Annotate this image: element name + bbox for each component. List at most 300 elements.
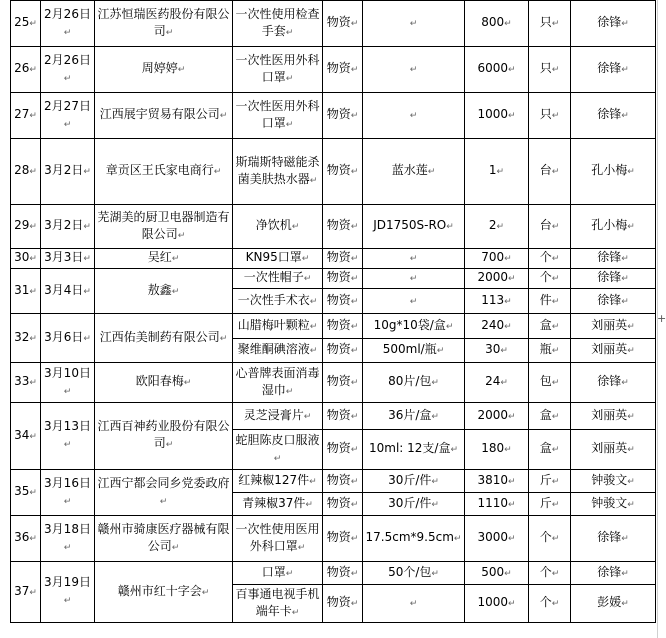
unit-cell[interactable] bbox=[529, 430, 571, 470]
handler-cell-text: 刘丽英 bbox=[591, 342, 628, 356]
spec-cell-text: 10ml: 12支/盒 bbox=[368, 441, 451, 455]
donor-cell-text: 赣州市骑康医疗器械有限公司 bbox=[97, 521, 230, 553]
donor-cell[interactable] bbox=[95, 139, 233, 205]
quantity-cell-text: 700 bbox=[481, 250, 505, 264]
donor-cell-text: 欧阳春梅 bbox=[135, 374, 184, 388]
paragraph-mark-icon: ↵ bbox=[350, 346, 359, 356]
handler-cell[interactable] bbox=[571, 403, 656, 430]
quantity-cell[interactable] bbox=[465, 403, 529, 430]
paragraph-mark-icon: ↵ bbox=[297, 542, 306, 553]
item-type-cell[interactable] bbox=[323, 585, 363, 623]
paragraph-mark-icon: ↵ bbox=[171, 542, 180, 553]
item-name-cell[interactable] bbox=[233, 430, 323, 470]
spec-cell[interactable] bbox=[363, 314, 465, 339]
table-row bbox=[11, 314, 656, 339]
spec-cell[interactable] bbox=[363, 403, 465, 430]
handler-cell[interactable] bbox=[571, 269, 656, 289]
unit-cell[interactable] bbox=[529, 249, 571, 269]
date-cell[interactable] bbox=[41, 363, 95, 403]
item-name-cell-text: 山腊梅叶颗粒 bbox=[237, 317, 310, 332]
paragraph-mark-icon: ↵ bbox=[177, 230, 186, 241]
paragraph-mark-icon: ↵ bbox=[627, 167, 635, 177]
item-type-cell-text: 物资 bbox=[326, 317, 351, 332]
paragraph-mark-icon: ↵ bbox=[291, 222, 300, 232]
paragraph-mark-icon: ↵ bbox=[350, 111, 359, 121]
item-name-cell-text: 百事通电视手机端年卡 bbox=[235, 586, 320, 618]
quantity-cell-text: 2 bbox=[488, 218, 497, 232]
unit-cell-text: 台 bbox=[539, 218, 552, 232]
paragraph-mark-icon: ↵ bbox=[171, 286, 180, 297]
paragraph-mark-icon: ↵ bbox=[291, 607, 300, 618]
unit-cell[interactable] bbox=[529, 403, 571, 430]
handler-cell[interactable] bbox=[571, 493, 656, 516]
spec-cell[interactable] bbox=[363, 493, 465, 516]
item-name-cell-text: 红辣椒127件 bbox=[238, 472, 310, 487]
unit-cell[interactable] bbox=[529, 585, 571, 623]
quantity-cell[interactable] bbox=[465, 1, 529, 47]
spec-cell-text: 蓝水莲 bbox=[391, 163, 428, 177]
row-number-cell[interactable] bbox=[11, 93, 41, 139]
handler-cell[interactable] bbox=[571, 289, 656, 314]
item-name-cell[interactable] bbox=[233, 403, 323, 430]
donor-cell[interactable] bbox=[95, 205, 233, 249]
paragraph-mark-icon: ↵ bbox=[551, 111, 560, 121]
paragraph-mark-icon: ↵ bbox=[29, 488, 37, 498]
spec-cell[interactable] bbox=[363, 1, 465, 47]
paragraph-mark-icon: ↵ bbox=[621, 111, 629, 121]
paragraph-mark-icon: ↵ bbox=[508, 274, 516, 284]
unit-cell-text: 斤 bbox=[539, 495, 552, 510]
paragraph-mark-icon: ↵ bbox=[621, 378, 629, 388]
item-type-cell[interactable] bbox=[323, 205, 363, 249]
paragraph-mark-icon: ↵ bbox=[350, 599, 359, 609]
paragraph-mark-icon: ↵ bbox=[350, 65, 359, 75]
item-name-cell-text: 一次性帽子 bbox=[243, 270, 304, 284]
quantity-cell[interactable] bbox=[465, 269, 529, 289]
quantity-cell-text: 6000 bbox=[477, 61, 508, 75]
handler-cell[interactable] bbox=[571, 314, 656, 339]
row-number-cell-text: 33 bbox=[14, 374, 30, 388]
date-cell[interactable] bbox=[41, 403, 95, 470]
paragraph-mark-icon: ↵ bbox=[83, 333, 91, 344]
paragraph-mark-icon: ↵ bbox=[551, 274, 560, 284]
handler-cell[interactable] bbox=[571, 139, 656, 205]
paragraph-mark-icon: ↵ bbox=[219, 333, 228, 344]
unit-cell[interactable] bbox=[529, 1, 571, 47]
date-cell[interactable] bbox=[41, 249, 95, 269]
paragraph-mark-icon: ↵ bbox=[171, 254, 180, 264]
item-name-cell[interactable] bbox=[233, 585, 323, 623]
donor-cell[interactable] bbox=[95, 93, 233, 139]
paragraph-mark-icon: ↵ bbox=[29, 431, 37, 442]
unit-cell[interactable] bbox=[529, 493, 571, 516]
spec-cell[interactable] bbox=[363, 139, 465, 205]
row-number-cell-text: 34 bbox=[14, 427, 30, 442]
item-name-cell-text: 一次性手术衣 bbox=[237, 292, 310, 307]
unit-cell[interactable] bbox=[529, 93, 571, 139]
quantity-cell[interactable] bbox=[465, 516, 529, 562]
spec-cell[interactable] bbox=[363, 269, 465, 289]
item-type-cell[interactable] bbox=[323, 470, 363, 493]
quantity-cell[interactable] bbox=[465, 470, 529, 493]
paragraph-mark-icon: ↵ bbox=[551, 499, 560, 510]
spec-cell[interactable] bbox=[363, 289, 465, 314]
date-cell[interactable] bbox=[41, 1, 95, 47]
paragraph-mark-icon: ↵ bbox=[409, 599, 418, 609]
item-type-cell-text: 物资 bbox=[326, 292, 351, 307]
paragraph-mark-icon: ↵ bbox=[621, 568, 629, 579]
paragraph-mark-icon: ↵ bbox=[63, 73, 72, 84]
paragraph-mark-icon: ↵ bbox=[627, 346, 635, 356]
quantity-cell[interactable] bbox=[465, 314, 529, 339]
paragraph-mark-icon: ↵ bbox=[504, 321, 512, 332]
item-type-cell[interactable] bbox=[323, 249, 363, 269]
unit-cell[interactable] bbox=[529, 516, 571, 562]
unit-cell[interactable] bbox=[529, 269, 571, 289]
paragraph-mark-icon: ↵ bbox=[409, 254, 418, 264]
quantity-cell-text: 1110 bbox=[477, 495, 508, 510]
handler-cell-text: 徐锋 bbox=[597, 61, 622, 75]
paragraph-mark-icon: ↵ bbox=[551, 296, 560, 307]
row-number-cell[interactable] bbox=[11, 47, 41, 93]
date-cell-text: 3月2日 bbox=[44, 163, 84, 177]
donor-cell[interactable] bbox=[95, 1, 233, 47]
date-cell-text: 3月2日 bbox=[44, 218, 84, 232]
item-type-cell-text: 物资 bbox=[326, 407, 351, 422]
row-number-cell[interactable] bbox=[11, 139, 41, 205]
paragraph-mark-icon: ↵ bbox=[508, 499, 516, 510]
unit-cell-text: 只 bbox=[539, 61, 552, 75]
spec-cell-text: 30斤/件 bbox=[388, 472, 432, 487]
handler-cell[interactable] bbox=[571, 562, 656, 585]
paragraph-mark-icon: ↵ bbox=[551, 321, 560, 332]
donor-cell[interactable] bbox=[95, 516, 233, 562]
handler-cell[interactable] bbox=[571, 470, 656, 493]
paragraph-mark-icon: ↵ bbox=[285, 73, 294, 84]
date-cell-text: 3月3日 bbox=[44, 250, 84, 264]
paragraph-mark-icon: ↵ bbox=[551, 346, 560, 356]
paragraph-mark-icon: ↵ bbox=[627, 321, 635, 332]
spec-cell[interactable] bbox=[363, 470, 465, 493]
paragraph-mark-icon: ↵ bbox=[350, 19, 359, 29]
paragraph-mark-icon: ↵ bbox=[627, 411, 635, 422]
donor-cell[interactable] bbox=[95, 47, 233, 93]
item-name-cell-text: 青辣椒37件 bbox=[242, 495, 306, 510]
paragraph-mark-icon: ↵ bbox=[431, 378, 439, 388]
quantity-cell[interactable] bbox=[465, 493, 529, 516]
item-name-cell[interactable] bbox=[233, 493, 323, 516]
donor-cell[interactable] bbox=[95, 470, 233, 516]
paragraph-mark-icon: ↵ bbox=[301, 254, 310, 264]
quantity-cell[interactable] bbox=[465, 585, 529, 623]
item-type-cell[interactable] bbox=[323, 516, 363, 562]
quantity-cell[interactable] bbox=[465, 249, 529, 269]
paragraph-mark-icon: ↵ bbox=[627, 499, 635, 510]
item-name-cell[interactable] bbox=[233, 1, 323, 47]
item-type-cell-text: 物资 bbox=[326, 374, 351, 388]
paragraph-mark-icon: ↵ bbox=[621, 254, 629, 264]
paragraph-mark-icon: ↵ bbox=[431, 476, 439, 487]
item-type-cell-text: 物资 bbox=[326, 530, 351, 544]
paragraph-mark-icon: ↵ bbox=[201, 587, 210, 598]
quantity-cell[interactable] bbox=[465, 363, 529, 403]
paragraph-mark-icon: ↵ bbox=[63, 496, 72, 507]
paragraph-mark-icon: ↵ bbox=[159, 496, 168, 507]
paragraph-mark-icon: ↵ bbox=[29, 587, 37, 598]
paragraph-mark-icon: ↵ bbox=[303, 411, 312, 422]
row-number-cell[interactable] bbox=[11, 249, 41, 269]
handler-cell[interactable] bbox=[571, 516, 656, 562]
item-type-cell-text: 物资 bbox=[326, 595, 351, 609]
row-number-cell[interactable] bbox=[11, 363, 41, 403]
unit-cell[interactable] bbox=[529, 139, 571, 205]
paragraph-mark-icon: ↵ bbox=[165, 440, 174, 450]
item-name-cell[interactable] bbox=[233, 470, 323, 493]
table-row bbox=[11, 249, 656, 269]
item-type-cell[interactable] bbox=[323, 269, 363, 289]
date-cell-text: 3月19日 bbox=[44, 575, 91, 589]
unit-cell[interactable] bbox=[529, 314, 571, 339]
quantity-cell[interactable] bbox=[465, 47, 529, 93]
paragraph-mark-icon: ↵ bbox=[309, 321, 318, 332]
item-type-cell-text: 物资 bbox=[326, 441, 351, 455]
item-name-cell[interactable] bbox=[233, 314, 323, 339]
donor-cell[interactable] bbox=[95, 363, 233, 403]
handler-cell-text: 钟骏文 bbox=[591, 472, 628, 487]
item-type-cell[interactable] bbox=[323, 289, 363, 314]
date-cell[interactable] bbox=[41, 314, 95, 363]
paragraph-mark-icon: ↵ bbox=[63, 119, 72, 130]
item-type-cell[interactable] bbox=[323, 403, 363, 430]
unit-cell-text: 盒 bbox=[539, 317, 552, 332]
paragraph-mark-icon: ↵ bbox=[551, 534, 560, 544]
unit-cell[interactable] bbox=[529, 363, 571, 403]
spec-cell[interactable] bbox=[363, 249, 465, 269]
quantity-cell-text: 30 bbox=[485, 342, 501, 356]
quantity-cell-text: 800 bbox=[481, 15, 505, 29]
unit-cell[interactable] bbox=[529, 289, 571, 314]
date-cell[interactable] bbox=[41, 47, 95, 93]
paragraph-mark-icon: ↵ bbox=[309, 175, 318, 186]
row-number-cell[interactable] bbox=[11, 269, 41, 314]
item-name-cell-text: 蛇胆陈皮口服液 bbox=[235, 432, 320, 447]
paragraph-mark-icon: ↵ bbox=[83, 167, 91, 177]
date-cell-text: 2月26日 bbox=[44, 6, 91, 21]
donor-cell-text: 江西展宇贸易有限公司 bbox=[99, 107, 220, 121]
item-name-cell[interactable] bbox=[233, 339, 323, 363]
date-cell[interactable] bbox=[41, 205, 95, 249]
paragraph-mark-icon: ↵ bbox=[551, 568, 560, 579]
paragraph-mark-icon: ↵ bbox=[551, 445, 560, 455]
spec-cell[interactable] bbox=[363, 93, 465, 139]
handler-cell[interactable] bbox=[571, 93, 656, 139]
paragraph-mark-icon: ↵ bbox=[409, 296, 418, 307]
table-row bbox=[11, 93, 656, 139]
date-cell-text: 3月10日 bbox=[44, 365, 91, 380]
item-type-cell[interactable] bbox=[323, 493, 363, 516]
quantity-cell[interactable] bbox=[465, 289, 529, 314]
row-number-cell-text: 26 bbox=[14, 61, 30, 75]
paragraph-mark-icon: ↵ bbox=[621, 65, 629, 75]
date-cell[interactable] bbox=[41, 516, 95, 562]
paragraph-mark-icon: ↵ bbox=[350, 254, 359, 264]
paragraph-mark-icon: ↵ bbox=[551, 19, 560, 29]
row-number-cell[interactable] bbox=[11, 403, 41, 470]
paragraph-mark-icon: ↵ bbox=[431, 499, 439, 510]
handler-cell[interactable] bbox=[571, 47, 656, 93]
handler-cell[interactable] bbox=[571, 249, 656, 269]
quantity-cell[interactable] bbox=[465, 205, 529, 249]
item-name-cell[interactable] bbox=[233, 205, 323, 249]
item-name-cell[interactable] bbox=[233, 93, 323, 139]
date-cell[interactable] bbox=[41, 139, 95, 205]
handler-cell-text: 孔小梅 bbox=[591, 218, 628, 232]
row-number-cell[interactable] bbox=[11, 516, 41, 562]
item-type-cell-text: 物资 bbox=[326, 218, 351, 232]
paragraph-mark-icon: ↵ bbox=[350, 222, 359, 232]
paragraph-mark-icon: ↵ bbox=[63, 386, 72, 397]
item-type-cell[interactable] bbox=[323, 562, 363, 585]
table-row bbox=[11, 1, 656, 47]
donor-cell[interactable] bbox=[95, 249, 233, 269]
spec-cell[interactable] bbox=[363, 516, 465, 562]
unit-cell[interactable] bbox=[529, 205, 571, 249]
handler-cell[interactable] bbox=[571, 205, 656, 249]
date-cell[interactable] bbox=[41, 269, 95, 314]
paragraph-mark-icon: ↵ bbox=[409, 19, 418, 29]
item-name-cell-text: 斯瑞斯特磁能杀菌美肤热水器 bbox=[235, 154, 320, 186]
paragraph-mark-icon: ↵ bbox=[350, 445, 359, 455]
paragraph-mark-icon: ↵ bbox=[29, 534, 37, 544]
paragraph-mark-icon: ↵ bbox=[350, 411, 359, 422]
unit-cell[interactable] bbox=[529, 470, 571, 493]
quantity-cell-text: 1 bbox=[488, 163, 497, 177]
quantity-cell[interactable] bbox=[465, 93, 529, 139]
quantity-cell[interactable] bbox=[465, 339, 529, 363]
date-cell[interactable] bbox=[41, 562, 95, 623]
item-type-cell[interactable] bbox=[323, 139, 363, 205]
handler-cell[interactable] bbox=[571, 585, 656, 623]
date-cell-text: 2月27日 bbox=[44, 98, 91, 113]
date-cell[interactable] bbox=[41, 93, 95, 139]
spec-cell[interactable] bbox=[363, 430, 465, 470]
item-type-cell[interactable] bbox=[323, 1, 363, 47]
item-type-cell[interactable] bbox=[323, 339, 363, 363]
row-number-cell-text: 32 bbox=[14, 329, 30, 344]
paragraph-mark-icon: ↵ bbox=[213, 167, 222, 177]
paragraph-mark-icon: ↵ bbox=[431, 568, 439, 579]
donor-cell-text: 吴红 bbox=[147, 250, 172, 264]
row-number-cell-text: 35 bbox=[14, 484, 30, 498]
handler-cell-text: 钟骏文 bbox=[591, 495, 628, 510]
item-name-cell-text: 一次性使用检查手套 bbox=[235, 6, 320, 38]
item-type-cell[interactable] bbox=[323, 93, 363, 139]
item-name-cell-text: 心普牌表面消毒湿巾 bbox=[235, 365, 320, 397]
item-name-cell[interactable] bbox=[233, 249, 323, 269]
paragraph-mark-icon: ↵ bbox=[508, 411, 516, 422]
item-type-cell[interactable] bbox=[323, 363, 363, 403]
handler-cell[interactable] bbox=[571, 1, 656, 47]
quantity-cell[interactable] bbox=[465, 430, 529, 470]
unit-cell-text: 盒 bbox=[539, 407, 552, 422]
quantity-cell-text: 180 bbox=[481, 441, 505, 455]
donor-cell[interactable] bbox=[95, 562, 233, 623]
date-cell-text: 3月18日 bbox=[44, 521, 91, 536]
row-number-cell[interactable] bbox=[11, 314, 41, 363]
table-row bbox=[11, 470, 656, 493]
item-type-cell[interactable] bbox=[323, 47, 363, 93]
paragraph-mark-icon: ↵ bbox=[309, 476, 317, 487]
donor-cell[interactable] bbox=[95, 269, 233, 314]
unit-cell[interactable] bbox=[529, 47, 571, 93]
spec-cell[interactable] bbox=[363, 562, 465, 585]
spec-cell[interactable] bbox=[363, 339, 465, 363]
donor-cell[interactable] bbox=[95, 314, 233, 363]
paragraph-mark-icon: ↵ bbox=[305, 499, 313, 510]
quantity-cell[interactable] bbox=[465, 562, 529, 585]
spec-cell-text: 50个/包 bbox=[388, 564, 432, 579]
paragraph-mark-icon: ↵ bbox=[350, 321, 359, 332]
item-name-cell[interactable] bbox=[233, 269, 323, 289]
handler-cell-text: 徐锋 bbox=[597, 250, 622, 264]
date-cell-text: 3月13日 bbox=[44, 419, 91, 433]
row-number-cell[interactable] bbox=[11, 562, 41, 623]
paragraph-mark-icon: ↵ bbox=[445, 321, 454, 332]
unit-cell-text: 个 bbox=[539, 595, 552, 609]
table-move-handle-icon[interactable]: + bbox=[657, 312, 666, 325]
item-type-cell[interactable] bbox=[323, 314, 363, 339]
spec-cell[interactable] bbox=[363, 585, 465, 623]
quantity-cell-text: 1000 bbox=[477, 595, 508, 609]
donor-cell-text: 章贡区王氏家电商行 bbox=[105, 163, 214, 177]
handler-cell-text: 徐锋 bbox=[597, 107, 622, 121]
spec-cell[interactable] bbox=[363, 47, 465, 93]
handler-cell[interactable] bbox=[571, 339, 656, 363]
item-name-cell[interactable] bbox=[233, 289, 323, 314]
paragraph-mark-icon: ↵ bbox=[309, 346, 318, 356]
quantity-cell[interactable] bbox=[465, 139, 529, 205]
row-number-cell[interactable] bbox=[11, 205, 41, 249]
spec-cell-text: JD1750S-RO bbox=[373, 218, 447, 232]
item-name-cell[interactable] bbox=[233, 139, 323, 205]
paragraph-mark-icon: ↵ bbox=[436, 346, 445, 356]
row-number-cell[interactable] bbox=[11, 1, 41, 47]
paragraph-mark-icon: ↵ bbox=[165, 27, 174, 38]
paragraph-mark-icon: ↵ bbox=[83, 222, 91, 232]
paragraph-mark-icon: ↵ bbox=[285, 568, 294, 579]
handler-cell[interactable] bbox=[571, 430, 656, 470]
item-name-cell[interactable] bbox=[233, 47, 323, 93]
spec-cell[interactable] bbox=[363, 363, 465, 403]
item-name-cell[interactable] bbox=[233, 363, 323, 403]
date-cell[interactable] bbox=[41, 470, 95, 516]
donor-cell[interactable] bbox=[95, 403, 233, 470]
item-name-cell[interactable] bbox=[233, 562, 323, 585]
paragraph-mark-icon: ↵ bbox=[350, 568, 359, 579]
spec-cell[interactable] bbox=[363, 205, 465, 249]
paragraph-mark-icon: ↵ bbox=[350, 296, 359, 307]
item-type-cell[interactable] bbox=[323, 430, 363, 470]
row-number-cell-text: 31 bbox=[14, 282, 30, 297]
item-name-cell[interactable] bbox=[233, 516, 323, 562]
unit-cell[interactable] bbox=[529, 562, 571, 585]
spec-cell-text: 30斤/件 bbox=[388, 495, 432, 510]
paragraph-mark-icon: ↵ bbox=[621, 599, 629, 609]
paragraph-mark-icon: ↵ bbox=[508, 476, 516, 487]
handler-cell[interactable] bbox=[571, 363, 656, 403]
row-number-cell[interactable] bbox=[11, 470, 41, 516]
unit-cell[interactable] bbox=[529, 339, 571, 363]
